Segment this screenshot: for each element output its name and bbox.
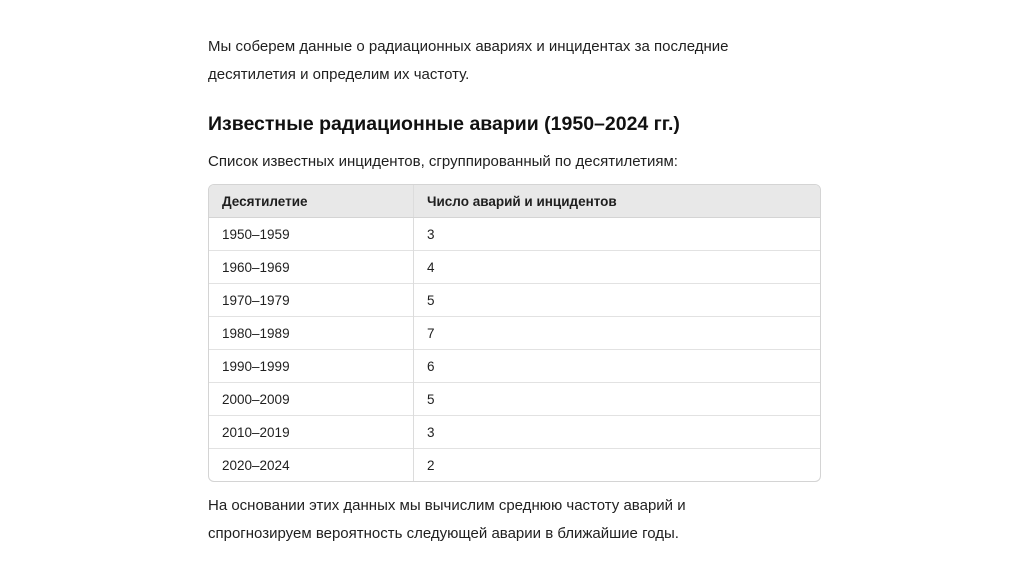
header-decade: Десятилетие (209, 185, 414, 218)
cell-decade: 2000–2009 (209, 383, 414, 416)
table-row (209, 449, 820, 482)
cell-count: 3 (414, 416, 821, 449)
cell-decade: 1950–1959 (209, 218, 414, 251)
intro-paragraph (208, 33, 820, 89)
table-row (209, 383, 820, 416)
intro-line-2: десятилетия и определим их частоту. (208, 66, 470, 83)
outro-line-1: На основании этих данных мы вычислим среднюю частоту аварий и (208, 497, 686, 514)
intro-line-1: Мы соберем данные о радиационных авариях и инцидентах за последние (208, 38, 729, 55)
incidents-table-container (208, 184, 821, 482)
header-count: Число аварий и инцидентов (414, 185, 821, 218)
document-content (208, 33, 820, 548)
table-caption: Список известных инцидентов, сгруппированный по десятилетиям: (208, 153, 678, 170)
table-row (209, 251, 820, 284)
cell-count: 5 (414, 284, 821, 317)
outro-line-2: спрогнозируем вероятность следующей аварии в ближайшие годы. (208, 525, 679, 542)
cell-count: 6 (414, 350, 821, 383)
cell-count: 5 (414, 383, 821, 416)
cell-decade: 1970–1979 (209, 284, 414, 317)
table-row (209, 350, 820, 383)
table-header-row (209, 185, 820, 218)
cell-decade: 2010–2019 (209, 416, 414, 449)
table-row (209, 317, 820, 350)
cell-decade: 2020–2024 (209, 449, 414, 482)
cell-decade: 1980–1989 (209, 317, 414, 350)
section-heading: Известные радиационные аварии (1950–2024 гг.) (208, 113, 680, 135)
cell-decade: 1990–1999 (209, 350, 414, 383)
cell-decade: 1960–1969 (209, 251, 414, 284)
table-row (209, 218, 820, 251)
incidents-table (209, 185, 820, 481)
outro-paragraph (208, 492, 820, 548)
table-row (209, 416, 820, 449)
table-row (209, 284, 820, 317)
cell-count: 3 (427, 226, 435, 242)
cell-count: 7 (414, 317, 821, 350)
cell-count: 4 (414, 251, 821, 284)
cell-count: 2 (414, 449, 821, 482)
